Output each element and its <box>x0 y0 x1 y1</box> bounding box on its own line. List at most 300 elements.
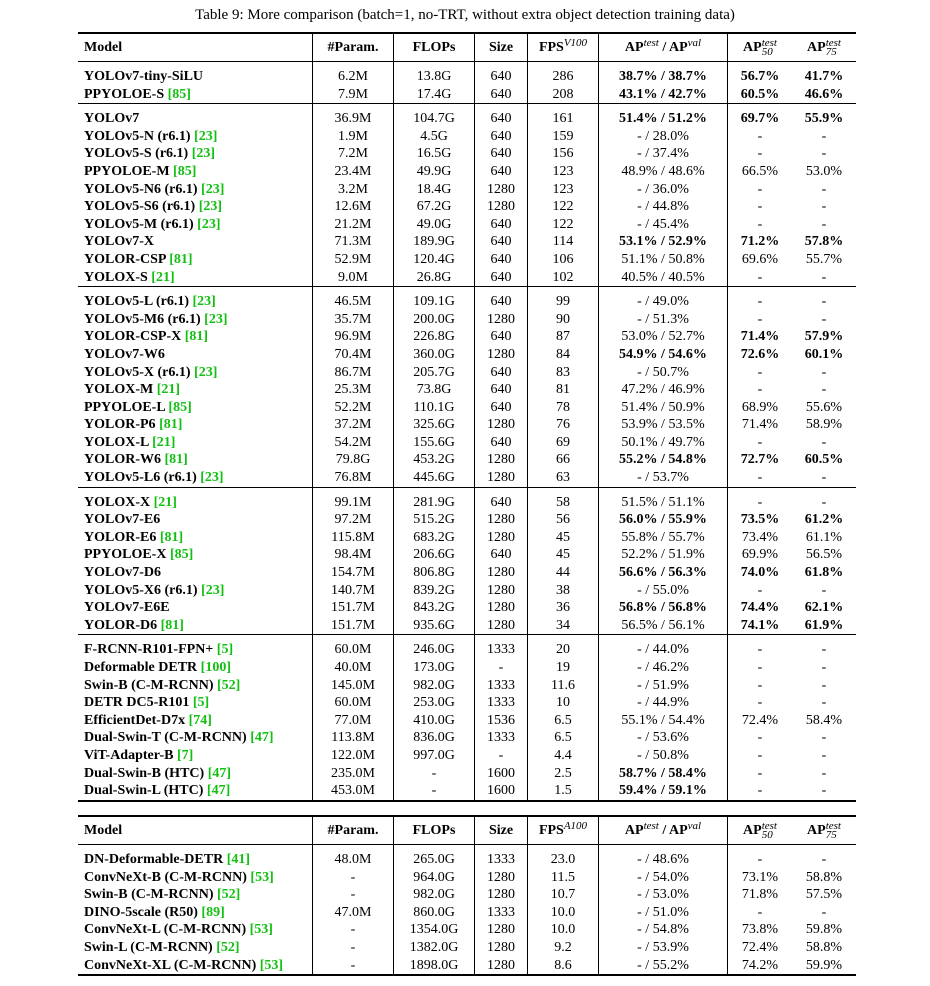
ap50-cell: 71.4% <box>728 416 793 434</box>
size-cell: 640 <box>475 233 528 251</box>
citation-link[interactable]: [53] <box>249 922 273 938</box>
model-cell <box>78 163 313 181</box>
params-cell: 79.8G <box>313 451 394 469</box>
params-cell: 453.0M <box>313 782 394 801</box>
model-cell <box>78 145 313 163</box>
fps-cell: 123 <box>528 181 599 199</box>
ap50-cell: - <box>728 293 793 311</box>
header-fps-label: FPS <box>538 40 564 56</box>
fps-cell: 10.0 <box>528 904 599 922</box>
model-name: YOLOv5-S6 (r6.1) <box>84 199 196 215</box>
params-cell: 60.0M <box>313 641 394 659</box>
fps-cell: 6.5 <box>528 729 599 747</box>
ap75-cell: 58.8% <box>805 869 843 885</box>
ap50-cell: 72.4% <box>728 712 793 730</box>
citation-link[interactable]: [23] <box>192 294 216 310</box>
table-row <box>78 641 856 659</box>
table-row <box>78 68 856 86</box>
params-cell: 47.0M <box>313 904 394 922</box>
citation-link[interactable]: [85] <box>173 163 197 179</box>
fps-cell: 56 <box>528 511 599 529</box>
ap-cell: - / 44.0% <box>599 641 728 659</box>
model-cell <box>78 546 313 564</box>
ap50-cell: - <box>728 659 793 677</box>
fps-cell: 156 <box>528 145 599 163</box>
model-cell <box>78 712 313 730</box>
model-name: YOLOv5-L (r6.1) <box>84 294 189 310</box>
model-cell <box>78 328 313 346</box>
ap-cell: 50.1% / 49.7% <box>599 434 728 452</box>
params-cell: 154.7M <box>313 564 394 582</box>
ap-test-superscript: test <box>643 820 659 833</box>
flops-cell: 206.6G <box>394 546 475 564</box>
ap50-cell: 69.6% <box>728 251 793 269</box>
ap-cell: - / 50.8% <box>599 747 728 765</box>
citation-link[interactable]: [53] <box>259 957 284 973</box>
params-cell: 3.2M <box>313 181 394 199</box>
table-row <box>78 110 856 128</box>
fps-cell: 58 <box>528 494 599 512</box>
ap-cell: - / 49.0% <box>599 293 728 311</box>
fps-cell: 106 <box>528 251 599 269</box>
ap50-cell: 71.2% <box>728 233 793 251</box>
size-cell: 1280 <box>475 869 528 887</box>
header-flops-label: FLOPs <box>412 40 456 56</box>
model-cell <box>78 747 313 765</box>
ap-val-superscript: val <box>687 37 702 50</box>
citation-link[interactable]: [81] <box>184 329 209 345</box>
params-cell: 36.9M <box>313 110 394 128</box>
citation-link[interactable]: [47] <box>207 765 232 781</box>
params-cell: 48.0M <box>313 851 394 869</box>
header-ap <box>599 816 728 845</box>
citation-link[interactable]: [23] <box>197 216 221 232</box>
citation-link[interactable]: [23] <box>191 146 216 162</box>
ap75-cell: 53.0% <box>805 163 843 179</box>
ap-cell: - / 53.9% <box>599 939 728 957</box>
ap-cell: - / 46.2% <box>599 659 728 677</box>
table-row <box>78 181 856 199</box>
citation-link[interactable]: [21] <box>152 434 176 450</box>
ap50-cell: 72.4% <box>728 939 793 957</box>
model-name: ViT-Adapter-B <box>84 747 174 763</box>
table-row <box>78 617 856 635</box>
model-cell <box>78 381 313 399</box>
fps-cell: 45 <box>528 529 599 547</box>
ap75-cell: 62.1% <box>804 600 844 616</box>
ap-cell: 52.2% / 51.9% <box>599 546 728 564</box>
table-row <box>78 957 856 976</box>
model-cell <box>78 399 313 417</box>
ap-cell: - / 50.7% <box>599 364 728 382</box>
flops-cell: 515.2G <box>394 511 475 529</box>
model-cell <box>78 346 313 364</box>
citation-link[interactable]: [85] <box>167 86 191 102</box>
ap75-cell: 61.1% <box>805 529 843 545</box>
fps-cell: 1.5 <box>528 782 599 801</box>
ap50-cell: - <box>728 198 793 216</box>
model-cell <box>78 128 313 146</box>
ap75-cell: 57.8% <box>804 234 844 250</box>
params-cell: 76.8M <box>313 469 394 487</box>
citation-link[interactable]: [41] <box>226 852 251 867</box>
table-row <box>78 729 856 747</box>
params-cell: 60.0M <box>313 694 394 712</box>
flops-cell: 281.9G <box>394 494 475 512</box>
header-size-label: Size <box>488 823 514 839</box>
ap-cell: 51.4% / 50.9% <box>599 399 728 417</box>
params-cell: 145.0M <box>313 677 394 695</box>
size-cell: 640 <box>475 494 528 512</box>
size-cell: 640 <box>475 399 528 417</box>
model-cell <box>78 851 313 869</box>
ap75-subscript: 75 <box>825 46 837 58</box>
model-cell <box>78 694 313 712</box>
ap50-subscript: 50 <box>761 829 773 841</box>
header-row <box>78 816 856 845</box>
ap50-cell: - <box>728 677 793 695</box>
header-model-label: Model <box>84 40 123 56</box>
flops-cell: 26.8G <box>394 269 475 287</box>
fps-cell: 10 <box>528 694 599 712</box>
ap-cell: 59.4% / 59.1% <box>599 782 728 801</box>
citation-link[interactable]: [5] <box>192 695 210 711</box>
citation-link[interactable]: [52] <box>217 887 241 903</box>
table-row <box>78 939 856 957</box>
ap75-cell: - <box>821 181 827 197</box>
ap-cell: 56.0% / 55.9% <box>599 511 728 529</box>
citation-link[interactable]: [5] <box>216 642 234 658</box>
ap75-cell: 60.1% <box>804 346 844 362</box>
ap50-cell: - <box>728 582 793 600</box>
model-cell <box>78 677 313 695</box>
model-cell <box>78 939 313 957</box>
ap-cell: 55.2% / 54.8% <box>599 451 728 469</box>
model-cell <box>78 957 313 976</box>
model-name: YOLOR-D6 <box>84 617 158 633</box>
model-name: YOLOv5-M (r6.1) <box>84 216 194 232</box>
ap-cell: - / 28.0% <box>599 128 728 146</box>
citation-link[interactable]: [23] <box>201 582 225 598</box>
header-size-label: Size <box>488 40 514 56</box>
ap50-cell: 71.4% <box>728 328 793 346</box>
citation-link[interactable]: [85] <box>168 399 192 415</box>
ap75-cell: - <box>821 128 827 144</box>
fps-cell: 11.5 <box>528 869 599 887</box>
header-model <box>78 816 313 845</box>
ap-val-superscript: val <box>687 820 702 833</box>
citation-link[interactable]: [100] <box>200 660 231 675</box>
citation-link[interactable]: [81] <box>164 452 188 468</box>
fps-cell: 11.6 <box>528 677 599 695</box>
citation-link[interactable]: [7] <box>176 747 194 763</box>
ap75-cell: 58.9% <box>805 417 843 433</box>
size-cell: 1280 <box>475 599 528 617</box>
header-ap50 <box>728 816 793 845</box>
fps-cell: 83 <box>528 364 599 382</box>
params-cell: 21.2M <box>313 216 394 234</box>
flops-cell: 325.6G <box>394 416 475 434</box>
model-cell <box>78 233 313 251</box>
citation-link[interactable]: [23] <box>201 181 225 197</box>
ap75-cell: - <box>821 494 827 510</box>
citation-link[interactable]: [52] <box>217 677 241 693</box>
header-fps-label: FPS <box>538 823 564 839</box>
ap50-cell: 71.8% <box>728 886 793 904</box>
ap50-cell: 69.9% <box>728 546 793 564</box>
citation-link[interactable]: [47] <box>250 730 274 746</box>
ap-cell: 53.1% / 52.9% <box>599 233 728 251</box>
header-model <box>78 33 313 62</box>
ap75-cell: - <box>821 904 827 920</box>
citation-link[interactable]: [23] <box>200 470 224 486</box>
size-cell: 1600 <box>475 765 528 783</box>
model-name: YOLOv5-M6 (r6.1) <box>84 311 201 327</box>
table-row <box>78 511 856 529</box>
table-row <box>78 921 856 939</box>
comparison-table-v100 <box>78 32 856 802</box>
model-name: DINO-5scale (R50) <box>84 904 198 920</box>
citation-link[interactable]: [23] <box>194 128 218 144</box>
citation-link[interactable]: [52] <box>216 939 240 955</box>
citation-link[interactable]: [81] <box>169 251 193 267</box>
params-cell: - <box>313 869 394 887</box>
citation-link[interactable]: [21] <box>151 269 175 285</box>
model-name: YOLOv5-X (r6.1) <box>84 364 191 380</box>
table-row <box>78 251 856 269</box>
ap-cell: 38.7% / 38.7% <box>599 68 728 86</box>
ap50-cell: 66.5% <box>728 163 793 181</box>
fps-cell: 6.5 <box>528 712 599 730</box>
size-cell: 1280 <box>475 416 528 434</box>
ap50-cell: - <box>728 145 793 163</box>
model-cell <box>78 511 313 529</box>
flops-cell: 843.2G <box>394 599 475 617</box>
ap50-cell: 73.5% <box>728 511 793 529</box>
ap75-cell: 41.7% <box>804 69 844 84</box>
table-row <box>78 416 856 434</box>
fps-cell: 286 <box>528 68 599 86</box>
model-name: YOLOR-CSP <box>84 251 166 267</box>
model-cell <box>78 451 313 469</box>
ap50-cell: - <box>728 311 793 329</box>
table-row <box>78 469 856 487</box>
size-cell: 1333 <box>475 641 528 659</box>
model-name: YOLOv7-E6E <box>84 600 170 616</box>
ap75-cell: 56.5% <box>805 547 843 563</box>
ap50-cell: 73.4% <box>728 529 793 547</box>
flops-cell: 4.5G <box>394 128 475 146</box>
flops-cell: - <box>394 782 475 801</box>
size-cell: 1280 <box>475 617 528 635</box>
model-cell <box>78 729 313 747</box>
fps-cell: 87 <box>528 328 599 346</box>
ap-cell: - / 54.0% <box>599 869 728 887</box>
ap-cell: 51.4% / 51.2% <box>599 110 728 128</box>
ap50-cell: - <box>728 641 793 659</box>
citation-link[interactable]: [85] <box>169 547 194 563</box>
citation-link[interactable]: [81] <box>159 529 184 545</box>
model-cell <box>78 869 313 887</box>
ap75-cell: 58.4% <box>805 712 843 728</box>
ap75-cell: - <box>821 852 827 867</box>
table-row <box>78 564 856 582</box>
ap75-cell: 60.5% <box>804 452 844 468</box>
ap50-cell: 74.2% <box>728 957 793 976</box>
params-cell: 77.0M <box>313 712 394 730</box>
ap75-cell: 46.6% <box>804 86 844 102</box>
flops-cell: 17.4G <box>394 86 475 104</box>
model-cell <box>78 68 313 86</box>
model-name: YOLOX-X <box>84 494 151 510</box>
ap75-cell: 55.7% <box>805 251 843 267</box>
ap-cell: - / 37.4% <box>599 145 728 163</box>
table-row <box>78 434 856 452</box>
citation-link[interactable]: [47] <box>206 783 231 799</box>
ap-cell: 51.5% / 51.1% <box>599 494 728 512</box>
ap50-scripts <box>762 822 777 840</box>
fps-cell: 76 <box>528 416 599 434</box>
flops-cell: 982.0G <box>394 677 475 695</box>
ap75-cell: - <box>821 311 827 327</box>
header-flops <box>394 816 475 845</box>
citation-link[interactable]: [74] <box>188 712 212 728</box>
fps-cell: 23.0 <box>528 851 599 869</box>
model-cell <box>78 765 313 783</box>
citation-link[interactable]: [23] <box>194 364 218 380</box>
fps-cell: 38 <box>528 582 599 600</box>
ap75-cell: 61.8% <box>804 565 844 581</box>
citation-link[interactable]: [81] <box>159 417 183 433</box>
flops-cell: 49.9G <box>394 163 475 181</box>
ap75-subscript: 75 <box>825 829 837 841</box>
citation-link[interactable]: [21] <box>156 382 181 398</box>
flops-cell: - <box>394 765 475 783</box>
fps-cell: 99 <box>528 293 599 311</box>
model-cell <box>78 469 313 487</box>
flops-cell: 839.2G <box>394 582 475 600</box>
model-cell <box>78 529 313 547</box>
flops-cell: 104.7G <box>394 110 475 128</box>
table-row <box>78 582 856 600</box>
flops-cell: 935.6G <box>394 617 475 635</box>
fps-cell: 10.0 <box>528 921 599 939</box>
model-name: YOLOv5-X6 (r6.1) <box>84 582 198 598</box>
ap-test-superscript: test <box>643 37 659 50</box>
table-row <box>78 904 856 922</box>
table-row <box>78 86 856 104</box>
ap50-cell: - <box>728 729 793 747</box>
citation-link[interactable]: [89] <box>201 904 225 920</box>
header-ap75-label: AP <box>807 40 826 56</box>
header-ap75-label: AP <box>807 823 826 839</box>
model-cell <box>78 311 313 329</box>
citation-link[interactable]: [23] <box>204 311 228 327</box>
flops-cell: 110.1G <box>394 399 475 417</box>
model-name: F-RCNN-R101-FPN+ <box>84 642 214 658</box>
citation-link[interactable]: [21] <box>153 494 177 510</box>
size-cell: 640 <box>475 364 528 382</box>
size-cell: 1280 <box>475 346 528 364</box>
model-cell <box>78 617 313 635</box>
params-cell: 70.4M <box>313 346 394 364</box>
params-cell: 99.1M <box>313 494 394 512</box>
flops-cell: 683.2G <box>394 529 475 547</box>
flops-cell: 120.4G <box>394 251 475 269</box>
params-cell: 46.5M <box>313 293 394 311</box>
ap50-cell: 56.7% <box>728 68 793 86</box>
ap-cell: 48.9% / 48.6% <box>599 163 728 181</box>
citation-link[interactable]: [53] <box>250 869 274 885</box>
ap75-cell: - <box>821 677 827 693</box>
header-fps <box>528 816 599 845</box>
flops-cell: 836.0G <box>394 729 475 747</box>
params-cell: 52.9M <box>313 251 394 269</box>
params-cell: 37.2M <box>313 416 394 434</box>
flops-cell: 67.2G <box>394 198 475 216</box>
fps-cell: 4.4 <box>528 747 599 765</box>
fps-cell: 208 <box>528 86 599 104</box>
model-name: ConvNeXt-XL (C-M-RCNN) <box>84 957 257 973</box>
flops-cell: 205.7G <box>394 364 475 382</box>
ap-cell: - / 53.6% <box>599 729 728 747</box>
table-row <box>78 765 856 783</box>
header-ap-val-label: / AP <box>658 40 688 56</box>
params-cell: 140.7M <box>313 582 394 600</box>
citation-link[interactable]: [81] <box>160 617 184 633</box>
fps-cell: 10.7 <box>528 886 599 904</box>
model-cell <box>78 921 313 939</box>
params-cell: 35.7M <box>313 311 394 329</box>
ap-cell: 47.2% / 46.9% <box>599 381 728 399</box>
header-flops-label: FLOPs <box>412 823 456 839</box>
fps-cell: 81 <box>528 381 599 399</box>
ap-cell: 58.7% / 58.4% <box>599 765 728 783</box>
size-cell: 1280 <box>475 198 528 216</box>
ap50-subscript: 50 <box>761 46 773 58</box>
table-row <box>78 869 856 887</box>
flops-cell: 1354.0G <box>394 921 475 939</box>
ap75-cell: 57.9% <box>804 329 844 345</box>
fps-superscript: V100 <box>563 37 588 50</box>
model-name: YOLOv7-X <box>84 234 154 250</box>
ap75-cell: - <box>821 434 827 450</box>
fps-cell: 161 <box>528 110 599 128</box>
flops-cell: 997.0G <box>394 747 475 765</box>
table-row <box>78 216 856 234</box>
model-name: YOLOX-M <box>84 382 154 398</box>
ap50-cell: 72.6% <box>728 346 793 364</box>
citation-link[interactable]: [23] <box>198 199 223 215</box>
ap-cell: - / 36.0% <box>599 181 728 199</box>
ap-cell: 53.9% / 53.5% <box>599 416 728 434</box>
fps-cell: 122 <box>528 198 599 216</box>
params-cell: 25.3M <box>313 381 394 399</box>
model-name: PPYOLOE-L <box>84 399 165 415</box>
header-ap50-label: AP <box>743 40 762 56</box>
fps-cell: 84 <box>528 346 599 364</box>
flops-cell: 109.1G <box>394 293 475 311</box>
fps-cell: 122 <box>528 216 599 234</box>
size-cell: 1280 <box>475 529 528 547</box>
flops-cell: 445.6G <box>394 469 475 487</box>
flops-cell: 16.5G <box>394 145 475 163</box>
ap75-cell: 61.9% <box>804 617 844 633</box>
fps-cell: 102 <box>528 269 599 287</box>
flops-cell: 189.9G <box>394 233 475 251</box>
table-row <box>78 328 856 346</box>
model-name: Deformable DETR <box>84 660 198 675</box>
